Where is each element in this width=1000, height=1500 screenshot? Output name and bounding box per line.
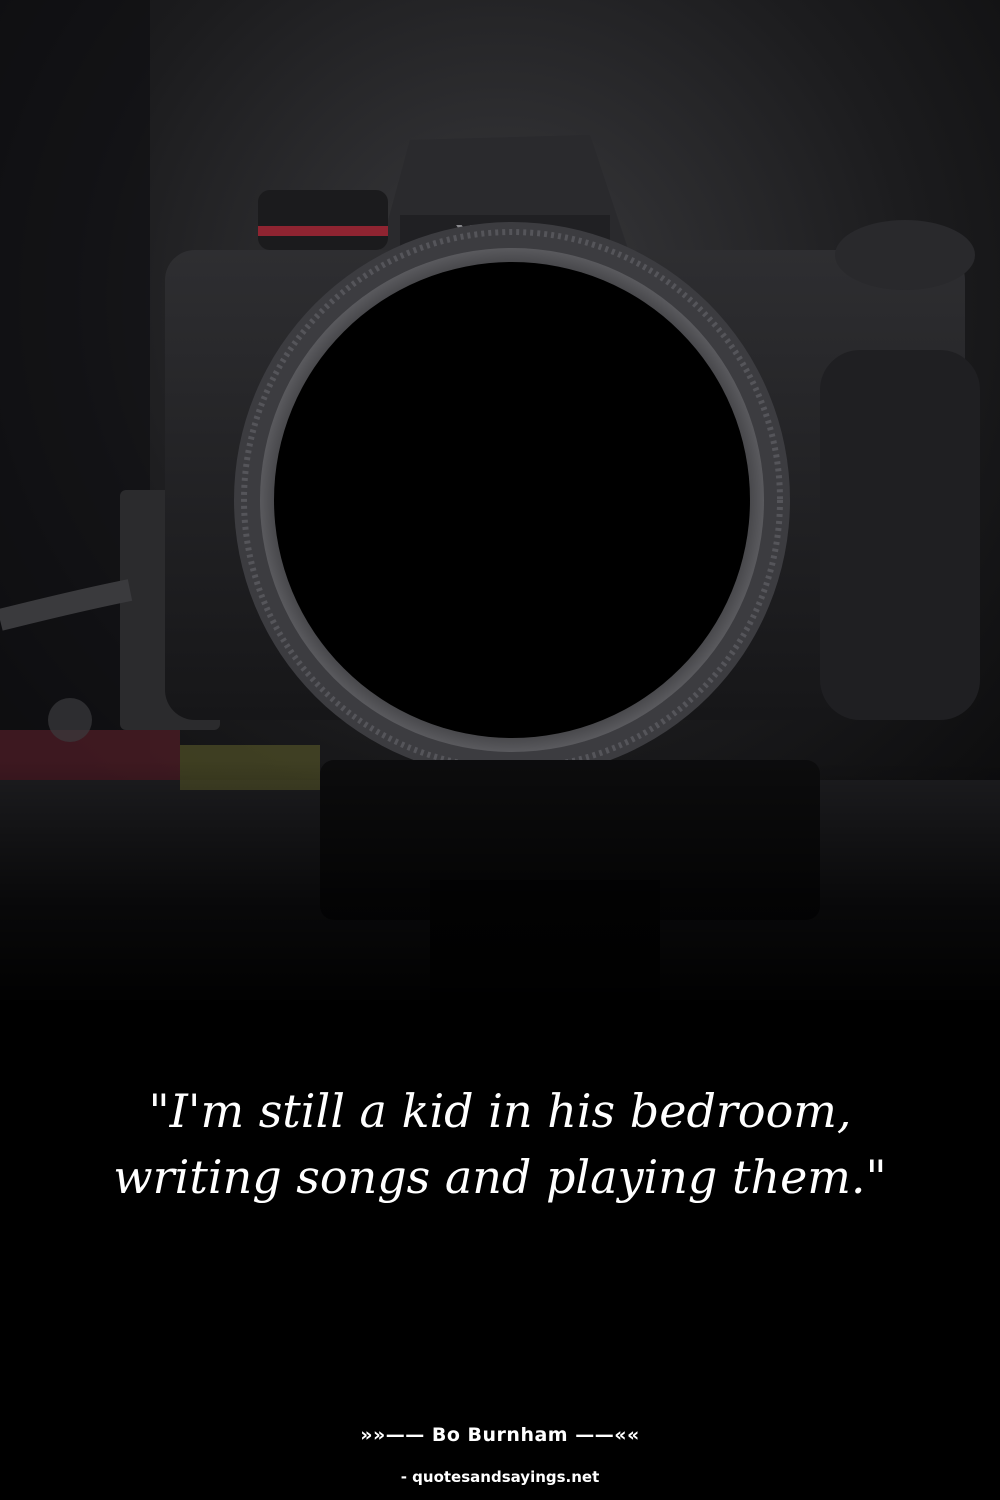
mode-dial <box>258 190 388 250</box>
quote-text: "I'm still a kid in his bedroom, writing songs and playing them." <box>113 1084 887 1204</box>
grip <box>820 350 980 720</box>
bottom-fade <box>0 760 1000 1020</box>
author-attribution: »»—— Bo Burnham ——«« <box>360 1424 640 1446</box>
mode-dial-red-ring <box>258 226 388 236</box>
blur-dot <box>48 698 92 742</box>
command-dial <box>835 220 975 290</box>
source-site: - quotesandsayings.net <box>400 1468 600 1486</box>
lens-glass <box>274 262 750 738</box>
